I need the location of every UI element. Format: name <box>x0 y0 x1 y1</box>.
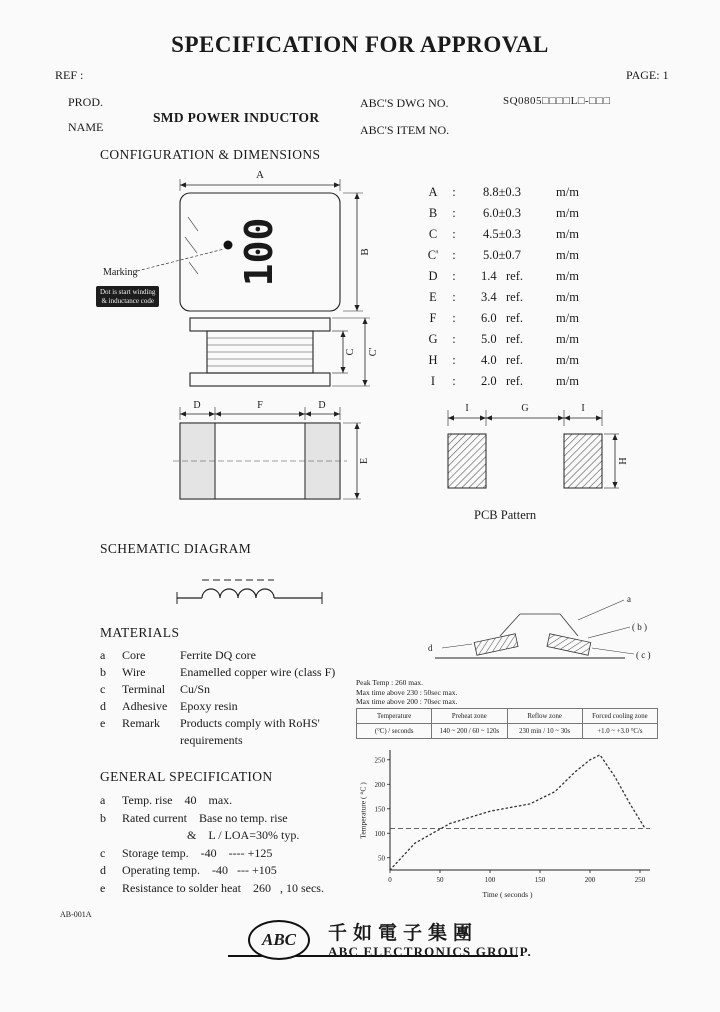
material-value: Enamelled copper wire (class F) <box>180 665 336 679</box>
general-spec-text: Rated current Base no temp. rise <box>122 810 288 825</box>
dimension-unit: m/m <box>556 311 579 325</box>
dimension-colon: : <box>452 332 456 346</box>
material-item <box>100 647 400 664</box>
product-name: SMD POWER INDUCTOR <box>153 110 320 125</box>
svg-text:100: 100 <box>374 829 385 838</box>
dimension-value: 4.0 ref. <box>481 353 523 367</box>
solder-note-line: Max time above 200 : 70sec max. <box>356 697 458 706</box>
dim-label-B: B <box>359 248 371 256</box>
dimension-colon: : <box>452 353 456 367</box>
solder-fillet-diagram <box>420 580 665 675</box>
dimension-unit: m/m <box>556 206 579 220</box>
dimension-row <box>420 203 635 224</box>
dimension-value: 5.0±0.7 <box>482 248 522 262</box>
profile-header-cell: Forced cooling zone <box>582 709 657 724</box>
dim-label-F: F <box>257 400 263 411</box>
dim-label-C: C <box>345 348 356 356</box>
profile-header-cell: Preheat zone <box>432 709 507 724</box>
reflow-chart-canvas <box>350 742 665 892</box>
ref-label: REF : <box>55 68 84 82</box>
dim-label-I-right: I <box>581 403 585 414</box>
material-name: Wire <box>122 665 146 679</box>
svg-text:50: 50 <box>378 854 385 863</box>
company-logo-text: ABC <box>261 930 297 949</box>
dim-label-H: H <box>618 457 629 465</box>
material-item <box>100 698 400 715</box>
dimension-colon: : <box>452 248 456 262</box>
dimension-table <box>420 182 635 392</box>
dimension-row <box>420 224 635 245</box>
start-winding-dot <box>224 241 233 250</box>
fillet-label-b: ( b ) <box>632 622 647 632</box>
page-title: SPECIFICATION FOR APPROVAL <box>171 32 549 57</box>
material-index: b <box>100 665 106 679</box>
marking-note <box>96 286 159 307</box>
dimension-symbol: C' <box>427 248 439 262</box>
dimension-row <box>420 371 635 392</box>
dimension-colon: : <box>452 311 456 325</box>
dimension-unit: m/m <box>556 248 579 262</box>
dim-label-I-left: I <box>465 403 469 414</box>
material-index: e <box>100 716 106 730</box>
pcb-pattern-label: PCB Pattern <box>474 508 537 522</box>
svg-text:200: 200 <box>584 876 596 884</box>
svg-text:200: 200 <box>374 780 385 789</box>
reflow-profile-chart <box>350 742 665 910</box>
prod-label: PROD. <box>68 95 104 109</box>
dimension-symbol: H <box>428 353 438 367</box>
dimension-colon: : <box>452 374 456 388</box>
company-name-chinese: 千如電子集團 <box>328 923 479 944</box>
dimension-symbol: F <box>429 311 437 325</box>
material-index: a <box>100 648 106 662</box>
component-dimension-drawing <box>85 165 385 530</box>
side-view-top-flange <box>190 318 330 331</box>
dimension-value: 1.4 ref. <box>481 269 523 283</box>
profile-header-row <box>357 709 658 724</box>
dimension-row <box>420 266 635 287</box>
material-name: Remark <box>122 716 160 730</box>
dimension-unit: m/m <box>556 185 579 199</box>
dimension-row <box>420 287 635 308</box>
profile-data-cell: 140 ~ 200 / 60 ~ 120s <box>432 724 507 739</box>
company-name-english: ABC ELECTRONICS GROUP. <box>328 944 532 959</box>
dim-label-D-right: D <box>318 400 326 411</box>
section-title-general-spec: GENERAL SPECIFICATION <box>100 769 273 784</box>
section-title-materials: MATERIALS <box>100 625 180 640</box>
material-value: Products comply with RoHS' <box>180 716 320 730</box>
dimension-unit: m/m <box>556 332 579 346</box>
dimension-row <box>420 308 635 329</box>
dimension-value: 3.4 ref. <box>481 290 523 304</box>
fillet-label-d: d <box>428 643 433 653</box>
inductor-coil <box>202 589 274 598</box>
material-name: Adhesive <box>122 699 168 713</box>
dimension-unit: m/m <box>556 227 579 241</box>
dimension-unit: m/m <box>556 269 579 283</box>
dimension-unit: m/m <box>556 374 579 388</box>
svg-text:150: 150 <box>534 876 546 884</box>
general-spec-text: Resistance to solder heat 260 , 10 secs. <box>122 880 324 895</box>
dimension-value: 8.8±0.3 <box>482 185 522 199</box>
svg-text:100: 100 <box>484 876 496 884</box>
general-spec-item: e Resistance to solder heat 260 , 10 secs. <box>100 880 324 895</box>
dimension-symbol: C <box>428 227 438 241</box>
form-code: AB-001A <box>60 910 92 919</box>
general-spec-item: a Temp. rise 40 max. <box>100 793 233 808</box>
profile-data-cell: +1.0 ~ +3.0 °C/s <box>582 724 657 739</box>
general-spec-text: Temp. rise 40 max. <box>122 793 233 808</box>
profile-header-cell: Temperature <box>357 709 432 724</box>
dimension-symbol: B <box>428 206 438 220</box>
material-value: Epoxy resin <box>180 699 238 713</box>
pcb-pad-right <box>564 434 602 488</box>
dimension-symbol: I <box>430 374 436 388</box>
solder-note-line: Peak Temp : 260 max. <box>356 678 424 687</box>
dimension-symbol: G <box>428 332 438 346</box>
part-marking-text: 100 <box>237 217 281 287</box>
section-title-schematic: SCHEMATIC DIAGRAM <box>100 541 252 556</box>
svg-text:50: 50 <box>436 876 444 884</box>
material-value: requirements <box>180 733 243 747</box>
dim-label-D-left: D <box>193 400 201 411</box>
dimension-colon: : <box>452 227 456 241</box>
pcb-pad-left <box>448 434 486 488</box>
dimension-row <box>420 350 635 371</box>
reflow-profile-table <box>356 708 658 739</box>
dimension-colon: : <box>452 290 456 304</box>
dwg-no-label: ABC'S DWG NO. <box>360 96 449 110</box>
material-name: Core <box>122 648 146 662</box>
general-spec-item: d Operating temp. -40 --- +105 <box>100 863 277 878</box>
material-value: Ferrite DQ core <box>180 648 256 662</box>
general-spec-item-continuation <box>100 827 352 845</box>
material-item <box>100 664 400 681</box>
dim-label-G: G <box>521 403 529 414</box>
svg-text:0: 0 <box>388 876 392 884</box>
dimension-value: 4.5±0.3 <box>482 227 522 241</box>
name-label: NAME <box>68 120 104 134</box>
dimension-unit: m/m <box>556 353 579 367</box>
dimension-unit: m/m <box>556 290 579 304</box>
material-index: d <box>100 699 106 713</box>
marking-note-line1: Dot is start winding <box>100 288 156 296</box>
profile-header-cell: Reflow zone <box>507 709 582 724</box>
material-index: c <box>100 682 106 696</box>
dim-label-E: E <box>359 457 370 465</box>
dimension-row <box>420 245 635 266</box>
pcb-pattern-drawing <box>436 400 631 512</box>
dimension-colon: : <box>452 269 456 283</box>
page-number: PAGE: 1 <box>626 68 669 82</box>
dimension-value: 6.0±0.3 <box>482 206 522 220</box>
fillet-label-a: a <box>627 594 631 604</box>
dimension-value: 6.0 ref. <box>481 311 523 325</box>
dimension-row <box>420 329 635 350</box>
general-spec-item: b Rated current Base no temp. rise <box>100 810 288 825</box>
dwg-no-value: SQ0805□□□□L□-□□□ <box>503 95 611 107</box>
svg-text:250: 250 <box>374 756 385 765</box>
marking-note-line2: & inductance code <box>101 296 154 305</box>
profile-data-cell: 230 min / 10 ~ 30s <box>507 724 582 739</box>
general-spec-list <box>100 792 352 897</box>
solder-note-line: Max time above 230 : 50sec max. <box>356 687 458 697</box>
general-spec-text: Operating temp. -40 --- +105 <box>122 863 277 878</box>
dimension-symbol: E <box>429 290 437 304</box>
chart-x-axis-label: Time ( seconds ) <box>482 890 533 899</box>
solder-pad-left <box>474 634 518 655</box>
svg-text:250: 250 <box>634 876 646 884</box>
marking-label: Marking <box>103 267 138 278</box>
dimension-value: 2.0 ref. <box>481 374 523 388</box>
general-spec-text: & L / LOA=30% typ. <box>187 828 300 843</box>
component-outline <box>500 614 578 636</box>
dimension-value: 5.0 ref. <box>481 332 523 346</box>
item-no-label: ABC'S ITEM NO. <box>360 123 450 137</box>
material-name: Terminal <box>122 682 166 696</box>
dim-label-A: A <box>256 169 264 181</box>
solder-notes <box>356 678 457 707</box>
inductor-schematic <box>172 562 327 614</box>
material-item <box>100 715 400 732</box>
dimension-colon: : <box>452 206 456 220</box>
solder-pad-right <box>547 634 591 655</box>
chart-y-axis-label: Temperature ( °C ) <box>358 782 368 839</box>
profile-data-row <box>357 724 658 739</box>
dimension-symbol: A <box>428 185 438 199</box>
general-spec-item: c Storage temp. -40 ---- +125 <box>100 845 273 860</box>
fillet-label-c: ( c ) <box>636 650 651 660</box>
material-item <box>100 681 400 698</box>
svg-text:150: 150 <box>374 805 385 814</box>
company-logo <box>248 920 310 960</box>
dimension-colon: : <box>452 185 456 199</box>
section-title-configuration: CONFIGURATION & DIMENSIONS <box>100 147 321 162</box>
general-spec-text: Storage temp. -40 ---- +125 <box>122 845 273 860</box>
dimension-row <box>420 182 635 203</box>
side-view-bottom-flange <box>190 373 330 386</box>
materials-list <box>100 647 400 749</box>
profile-data-cell: (°C) / seconds <box>357 724 432 739</box>
material-value: Cu/Sn <box>180 682 211 696</box>
dim-label-C-prime: C' <box>368 347 379 357</box>
dimension-symbol: D <box>428 269 438 283</box>
